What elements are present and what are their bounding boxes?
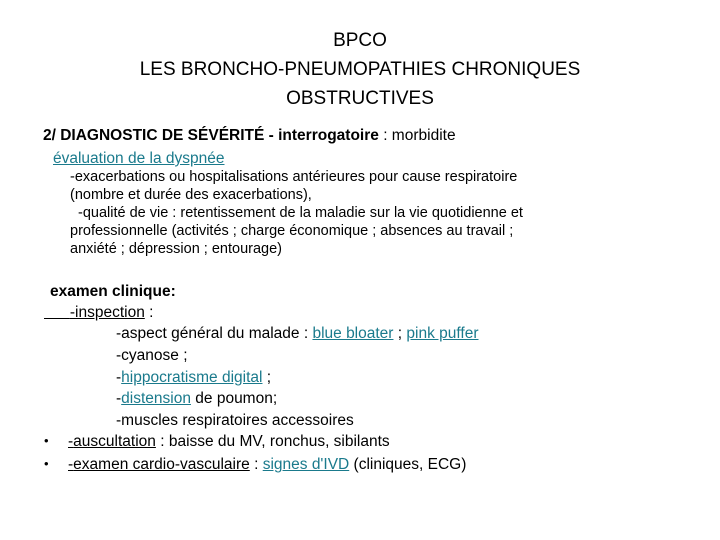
title-line-3: OBSTRUCTIVES (286, 88, 434, 109)
title-line-2: LES BRONCHO-PNEUMOPATHIES CHRONIQUES (139, 59, 581, 80)
diagnostic-line-5: anxiété ; dépression ; entourage) (70, 241, 282, 257)
signes-ivd-link[interactable]: signes d'IVD (262, 456, 350, 473)
inspection-prefix: - (69, 304, 76, 321)
auscultation-label: auscultation (73, 433, 156, 450)
diagnostic-heading (43, 126, 456, 145)
diagnostic-line-1: -exacerbations ou hospitalisations antérieures pour cause respiratoire (70, 169, 518, 185)
aspect-prefix: -aspect général du malade : (116, 325, 313, 342)
auscultation-prefix: - (68, 433, 74, 450)
inspection-line (44, 303, 153, 322)
hippo-suffix: ; (262, 369, 272, 386)
muscles-line: -muscles respiratoires accessoires (116, 412, 354, 429)
aspect-line (116, 324, 479, 343)
blue-bloater-link[interactable]: blue bloater (312, 325, 394, 342)
bullet-auscultation: • (44, 433, 49, 448)
inspection-underline (44, 304, 145, 321)
dyspnee-link[interactable]: évaluation de la dyspnée (53, 150, 225, 167)
bullet-cardio: • (44, 456, 49, 471)
cardio-label: examen cardio-vasculaire (73, 456, 250, 473)
auscultation-underline (68, 433, 156, 450)
distension-line (116, 389, 277, 408)
cyanose-line: -cyanose ; (116, 347, 188, 364)
cardio-underline (68, 456, 250, 473)
hippo-prefix: - (116, 369, 122, 386)
cardio-mid: : (249, 456, 263, 473)
auscultation-line (68, 432, 390, 451)
page-title (0, 26, 720, 113)
hippocratisme-link[interactable]: hippocratisme digital (121, 369, 263, 386)
examen-heading: examen clinique: (50, 283, 176, 300)
diagnostic-heading-rest: : morbidite (378, 127, 456, 144)
diagnostic-line-4: professionnelle (activités ; charge économique ; absences au travail ; (70, 223, 514, 239)
pink-puffer-link[interactable]: pink puffer (406, 325, 479, 342)
inspection-label: inspection (75, 304, 145, 321)
distension-link[interactable]: distension (121, 390, 191, 407)
auscultation-suffix: : baisse du MV, ronchus, sibilants (155, 433, 390, 450)
hippocratisme-line (116, 368, 271, 387)
cardio-prefix: - (68, 456, 74, 473)
title-line-1: BPCO (333, 30, 387, 51)
cardio-line (68, 455, 466, 474)
dist-suffix: de poumon; (190, 390, 278, 407)
aspect-sep: ; (393, 325, 407, 342)
diagnostic-heading-bold: 2/ DIAGNOSTIC DE SÉVÉRITÉ - interrogatoire (43, 127, 379, 144)
inspection-suffix: : (144, 304, 154, 321)
diagnostic-line-2: (nombre et durée des exacerbations), (70, 187, 312, 203)
diagnostic-line-3: -qualité de vie : retentissement de la maladie sur la vie quotidienne et (78, 205, 523, 221)
cardio-suffix: (cliniques, ECG) (349, 456, 467, 473)
dist-prefix: - (116, 390, 122, 407)
